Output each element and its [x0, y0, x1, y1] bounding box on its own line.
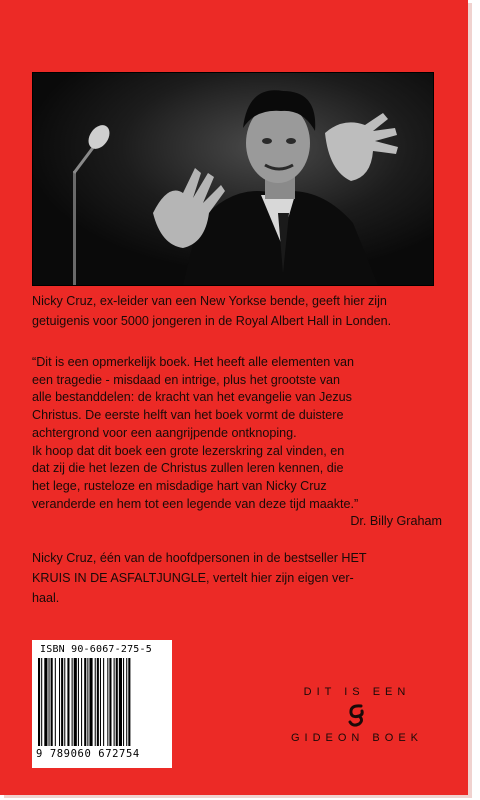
gideon-logo-icon [344, 702, 370, 728]
barcode-bar [95, 658, 96, 746]
barcode-bar [84, 658, 86, 746]
book-blurb [32, 548, 452, 608]
quote-line: het lege, rusteloze en misdadige hart van Nicky Cruz [32, 478, 327, 493]
barcode-bar [97, 658, 99, 746]
barcode-bar [81, 658, 82, 746]
quote-attribution: Dr. Billy Graham [350, 514, 442, 529]
blurb-line: Nicky Cruz, één van de hoofdpersonen in de bestseller HET [32, 551, 367, 565]
barcode-bar [78, 658, 79, 746]
endorsement-quote [32, 354, 452, 531]
barcode-bar [67, 658, 69, 746]
quote-line: een tragedie - misdaad en intrige, plus het grootste van [32, 372, 341, 387]
barcode-bar [116, 658, 118, 746]
quote-line: veranderde en hem tot een legende van deze tijd maakte.” [32, 496, 359, 511]
barcode-bar [49, 658, 50, 746]
barcode-bar [103, 658, 104, 746]
barcode-bars [38, 658, 166, 746]
barcode-bar [123, 658, 124, 746]
quote-line: alle bestanddelen: de kracht van het evangelie van Jezus [32, 390, 352, 405]
publisher-line-2: GIDEON BOEK [290, 732, 424, 744]
barcode-bar [74, 658, 77, 746]
barcode-label [32, 640, 172, 768]
barcode-bar [119, 658, 122, 746]
blurb-line: haal. [32, 591, 60, 605]
quote-line: Ik hoop dat dit boek een grote lezerskring zal vinden, en [32, 443, 345, 458]
quote-line: dat zij die het lezen de Christus zullen leren kennen, die [32, 461, 344, 476]
quote-line: Christus. De eerste helft van het boek vormt de duistere [32, 408, 344, 423]
caption-line: getuigenis voor 5000 jongeren in de Royal Albert Hall in Londen. [32, 314, 392, 328]
barcode-bar [114, 658, 115, 746]
barcode-bar [87, 658, 88, 746]
barcode-bar [107, 658, 108, 746]
barcode-bar [61, 658, 63, 746]
barcode-bar [55, 658, 56, 746]
barcode-bar [126, 658, 127, 746]
barcode-bar [100, 658, 101, 746]
isbn-number: ISBN 90-6067-275-5 [40, 644, 152, 655]
photo-caption [32, 291, 452, 331]
quote-line: achtergrond voor een aangrijpende ontknoping. [32, 425, 297, 440]
barcode-bar [128, 658, 130, 746]
publisher-logo [262, 680, 452, 760]
quote-line: “Dit is een opmerkelijk boek. Het heeft alle elementen van [32, 355, 355, 369]
barcode-bar [38, 658, 40, 746]
barcode-bar [41, 658, 42, 746]
barcode-bar [109, 658, 111, 746]
barcode-bar [59, 658, 60, 746]
barcode-bar [51, 658, 53, 746]
blurb-line: KRUIS IN DE ASFALTJUNGLE, vertelt hier zijn eigen ver- [32, 571, 354, 585]
barcode-bar [64, 658, 65, 746]
caption-line: Nicky Cruz, ex-leider van een New Yorkse bende, geeft hier zijn [32, 294, 387, 308]
speaker-photo [32, 72, 434, 286]
barcode-bar [72, 658, 73, 746]
ean-number: 9 789060 672754 [36, 748, 140, 760]
barcode-bar [89, 658, 92, 746]
publisher-line-1: DIT IS EEN [303, 686, 411, 698]
barcode-bar [44, 658, 47, 746]
